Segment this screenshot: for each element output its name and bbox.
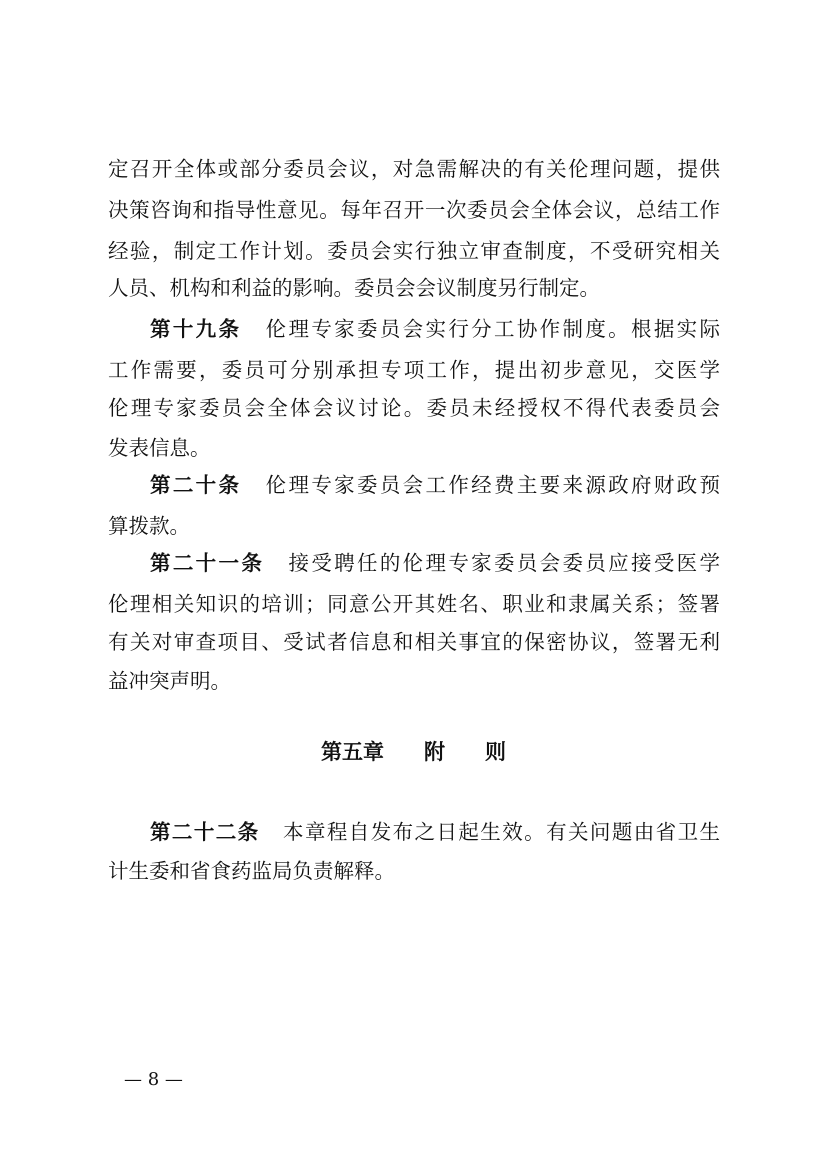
paragraph-line: 定召开全体或部分委员会议，对急需解决的有关伦理问题，提供 [108,157,720,181]
paragraph-line: 伦理专家委员会全体会议讨论。委员未经授权不得代表委员会 [108,396,720,420]
article-text: 接受聘任的伦理专家委员会委员应接受医学 [286,551,720,575]
paragraph-line: 益冲突声明。 [108,669,231,693]
article-label: 第十九条 [150,317,242,341]
article-label: 第二十一条 [150,551,265,575]
chapter-title-part: 则 [485,740,506,764]
paragraph-line: 计生委和省食药监局负责解释。 [108,859,395,883]
article-label: 第二十二条 [150,820,260,844]
paragraph-line: 发表信息。 [108,436,211,460]
article-22-first-line [150,812,720,852]
chapter-heading [0,732,827,772]
paragraph-line: 有关对审查项目、受试者信息和相关事宜的保密协议，签署无利 [108,630,720,654]
article-text: 伦理专家委员会实行分工协作制度。根据实际 [263,317,720,341]
paragraph-line: 人员、机构和利益的影响。委员会会议制度另行制定。 [108,276,600,300]
chapter-title-part: 附 [424,740,445,764]
article-text: 本章程自发布之日起生效。有关问题由省卫生 [281,820,720,844]
article-21-first-line [150,543,720,583]
article-label: 第二十条 [150,473,242,497]
paragraph-line: 决策咨询和指导性意见。每年召开一次委员会全体会议，总结工作 [108,198,720,222]
chapter-number: 第五章 [321,740,384,764]
paragraph-line: 经验，制定工作计划。委员会实行独立审查制度，不受研究相关 [108,239,720,263]
paragraph-line: 伦理相关知识的培训；同意公开其姓名、职业和隶属关系；签署 [108,592,720,616]
article-text: 伦理专家委员会工作经费主要来源政府财政预 [263,473,720,497]
article-20-first-line [150,465,720,505]
page-number: — 8 — [124,1069,183,1090]
paragraph-line: 工作需要，委员可分别承担专项工作，提出初步意见，交医学 [108,358,720,382]
article-19-first-line [150,309,720,349]
paragraph-line: 算拨款。 [108,514,190,538]
